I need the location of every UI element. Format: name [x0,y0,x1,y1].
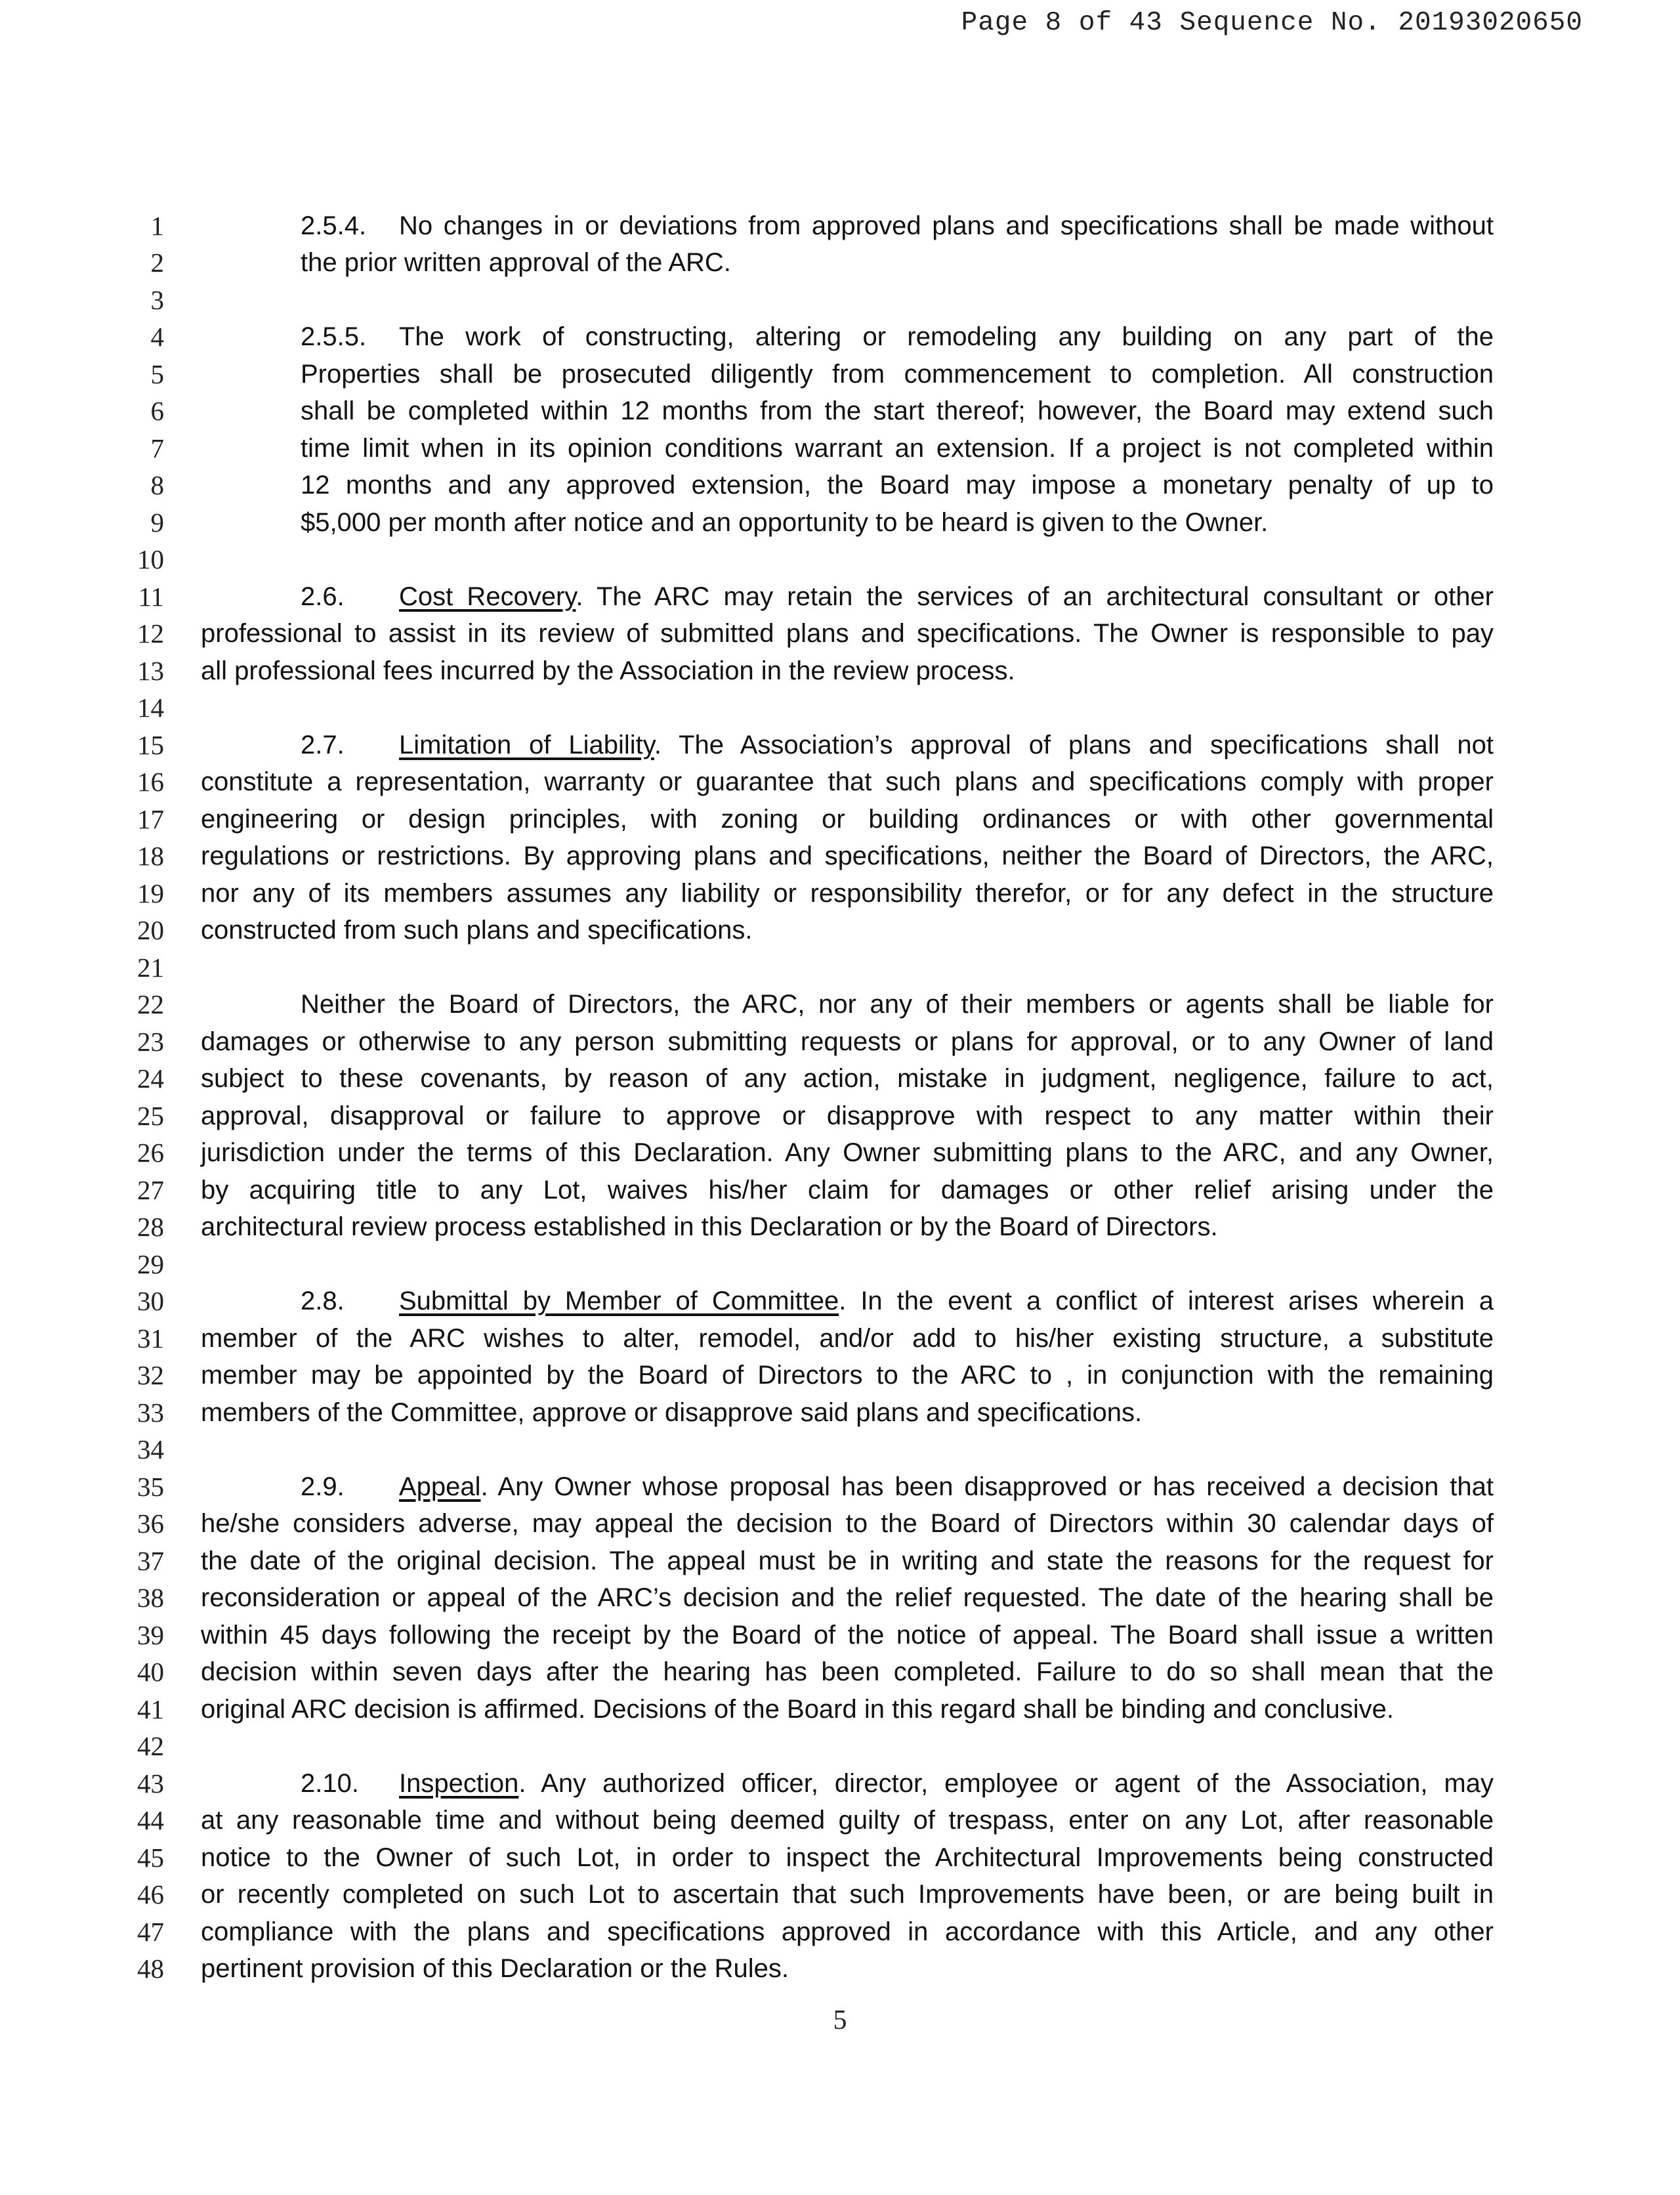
page-number: 5 [833,2005,847,2035]
line-number: 21 [137,952,164,983]
line-number: 16 [137,767,164,797]
text-line: compliance with the plans and specifications approved in accordance with this Article, and any other [201,1917,1494,1946]
line-number: 24 [137,1063,164,1094]
line-number: 7 [150,433,164,463]
section-number: 2.9. [301,1472,345,1501]
line-number: 43 [137,1768,164,1799]
line-number: 22 [137,989,164,1019]
text-line: pertinent provision of this Declaration or the Rules. [201,1954,789,1983]
line-number: 17 [137,804,164,834]
line-number: 36 [137,1508,164,1539]
line-number: 20 [137,915,164,945]
line-number: 1 [150,211,164,241]
line-number: 10 [137,544,164,574]
section-number: 2.5.5. [301,322,367,351]
text-line: time limit when in its opinion conditions warrant an extension. If a project is not completed within [301,434,1494,463]
text-line: constructed from such plans and specifications. [201,916,753,945]
text-line: 2.8. Submittal by Member of Committee. In the event a conflict of interest arises wherein a [301,1283,1494,1319]
line-number: 35 [137,1472,164,1502]
section-number: 2.8. [301,1287,345,1315]
line-number: 25 [137,1101,164,1131]
text-line: architectural review process established in this Declaration or by the Board of Directors. [201,1212,1218,1241]
text-line: engineering or design principles, with zoning or building ordinances or with other governmental [201,805,1494,834]
section-title: Cost Recovery [399,582,576,611]
line-number: 41 [137,1694,164,1724]
text-line: the date of the original decision. The appeal must be in writing and state the reasons for the request for [201,1546,1494,1575]
section-number: 2.7. [301,731,345,759]
line-number: 28 [137,1212,164,1242]
text-line: 2.7. Limitation of Liability. The Association’s approval of plans and specifications shall not [301,727,1494,763]
line-number: 8 [150,470,164,500]
text-line: member of the ARC wishes to alter, remodel, and/or add to his/her existing structure, a substitute [201,1324,1494,1353]
text-line: members of the Committee, approve or disapprove said plans and specifications. [201,1398,1143,1427]
line-number: 48 [137,1953,164,1984]
line-number: 14 [137,693,164,723]
text-line: 12 months and any approved extension, the Board may impose a monetary penalty of up to [301,471,1494,500]
line-number: 11 [138,582,164,612]
line-number: 12 [137,618,164,649]
line-number: 5 [150,359,164,389]
line-number: 18 [137,841,164,871]
text-line: he/she considers adverse, may appeal the decision to the Board of Directors within 30 calendar days of [201,1509,1494,1538]
text-line: Neither the Board of Directors, the ARC, nor any of their members or agents shall be liable for [301,990,1494,1019]
section-number: 2.5.4. [301,211,367,240]
text-line: damages or otherwise to any person submitting requests or plans for approval, or to any Owner of land [201,1027,1494,1056]
line-number: 30 [137,1286,164,1316]
text-line: jurisdiction under the terms of this Declaration. Any Owner submitting plans to the ARC, and any Owner, [201,1138,1494,1167]
text-line: or recently completed on such Lot to ascertain that such Improvements have been, or are being built in [201,1880,1494,1909]
line-number: 39 [137,1620,164,1650]
text-line: 2.5.5. The work of constructing, altering or remodeling any building on any part of the [301,318,1494,355]
line-number: 42 [137,1731,164,1761]
page-sequence-stamp: Page 8 of 43 Sequence No. 20193020650 [961,8,1583,38]
text-line: 2.5.4. No changes in or deviations from approved plans and specifications shall be made without [301,207,1494,244]
text-line: reconsideration or appeal of the ARC’s decision and the relief requested. The date of the hearing shall be [201,1583,1494,1612]
line-number: 2 [150,247,164,278]
line-number: 19 [137,878,164,908]
text-line: professional to assist in its review of submitted plans and specifications. The Owner is responsible to pay [201,619,1494,648]
text-line: notice to the Owner of such Lot, in order to inspect the Architectural Improvements being constructed [201,1843,1494,1872]
section-title: Submittal by Member of Committee [399,1287,839,1315]
text-line: the prior written approval of the ARC. [301,248,731,277]
text-line: $5,000 per month after notice and an opportunity to be heard is given to the Owner. [301,508,1269,537]
section-number: 2.10. [301,1769,359,1798]
text-line: by acquiring title to any Lot, waives his/her claim for damages or other relief arising under the [201,1176,1494,1204]
text-line: original ARC decision is affirmed. Decisions of the Board in this regard shall be binding and conclusive. [201,1695,1395,1724]
line-number: 6 [150,396,164,426]
line-number: 46 [137,1879,164,1909]
line-number: 31 [137,1323,164,1353]
section-title: Appeal [399,1472,481,1501]
line-number: 27 [137,1175,164,1205]
line-number: 3 [150,285,164,315]
line-number: 37 [137,1546,164,1576]
line-number: 26 [137,1138,164,1168]
text-line: Properties shall be prosecuted diligently from commencement to completion. All construction [301,360,1494,389]
text-line: 2.9. Appeal. Any Owner whose proposal has been disapproved or has received a decision that [301,1468,1494,1505]
section-title: Inspection [399,1769,519,1798]
text-line: nor any of its members assumes any liability or responsibility therefor, or for any defect in the structure [201,879,1494,908]
line-number: 45 [137,1843,164,1873]
text-line: 2.10. Inspection. Any authorized officer, director, employee or agent of the Association, may [301,1765,1494,1802]
line-number: 23 [137,1027,164,1057]
text-line: member may be appointed by the Board of Directors to the ARC to , in conjunction with the remaining [201,1361,1494,1390]
text-line: approval, disapproval or failure to approve or disapprove with respect to any matter within their [201,1101,1494,1130]
line-number: 29 [137,1249,164,1279]
line-number: 33 [137,1397,164,1428]
text-line: 2.6. Cost Recovery. The ARC may retain the services of an architectural consultant or other [301,578,1494,615]
line-number: 15 [137,730,164,760]
line-number: 4 [150,322,164,352]
text-line: constitute a representation, warranty or guarantee that such plans and specifications comply with proper [201,767,1494,796]
text-line: subject to these covenants, by reason of any action, mistake in judgment, negligence, failure to act, [201,1064,1494,1093]
line-number: 32 [137,1360,164,1390]
line-number: 34 [137,1434,164,1464]
line-number: 47 [137,1917,164,1947]
text-line: within 45 days following the receipt by the Board of the notice of appeal. The Board shall issue a written [201,1621,1494,1650]
text-line: all professional fees incurred by the Association in the review process. [201,656,1015,685]
line-number: 13 [137,656,164,686]
line-number: 9 [150,507,164,538]
text-line: shall be completed within 12 months from the start thereof; however, the Board may extend such [301,396,1494,425]
section-title: Limitation of Liability [399,731,654,759]
line-number: 40 [137,1657,164,1687]
text-line: decision within seven days after the hearing has been completed. Failure to do so shall mean that the [201,1657,1494,1686]
text-line: regulations or restrictions. By approving plans and specifications, neither the Board of Directors, the ARC, [201,842,1494,870]
line-number: 44 [137,1805,164,1835]
line-number: 38 [137,1583,164,1613]
section-number: 2.6. [301,582,345,611]
text-line: at any reasonable time and without being deemed guilty of trespass, enter on any Lot, after reasonable [201,1806,1494,1835]
